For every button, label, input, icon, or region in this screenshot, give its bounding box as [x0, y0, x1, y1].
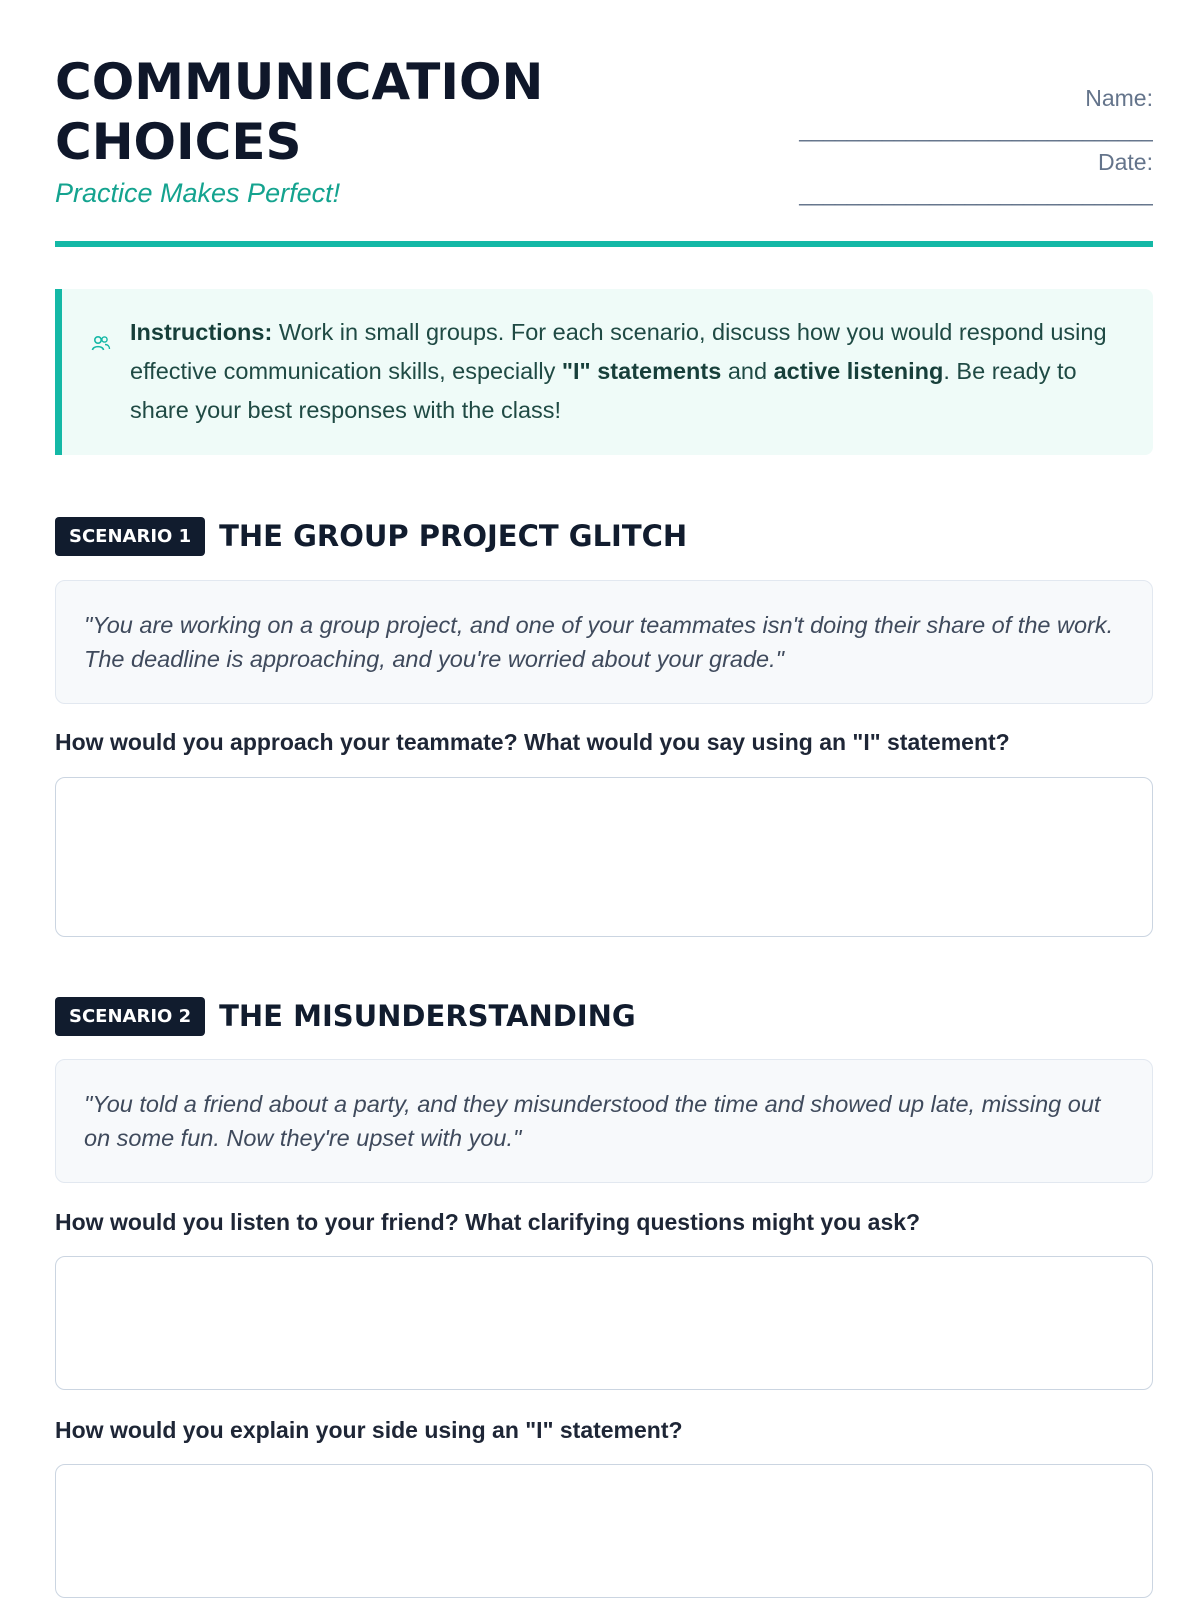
date-label: Date: — [1098, 149, 1153, 175]
scenario-1-heading — [55, 516, 687, 556]
page-subtitle: Practice Makes Perfect! — [55, 178, 341, 208]
emphasis-active-listening: active listening — [773, 358, 944, 384]
header-divider — [55, 241, 1153, 247]
scenario-1-quote: "You are working on a group project, and one of your teammates isn't doing their share of the work. The deadline is approaching, and you're worried about your grade." — [55, 580, 1153, 704]
people-icon — [90, 333, 112, 355]
date-blank-line[interactable]: ______________________________ — [799, 180, 1153, 206]
instructions-part-3: . Be ready to share your best responses with the class! — [130, 358, 1077, 423]
scenario-1-badge: SCENARIO 1 — [55, 517, 205, 556]
scenario-2-heading — [55, 996, 636, 1036]
instructions-text — [130, 313, 1120, 430]
scenario-2-question-1: How would you listen to your friend? What clarifying questions might you ask? — [55, 1209, 921, 1235]
scenario-2-quote: "You told a friend about a party, and they misunderstood the time and showed up late, missing out on some fun. Now they're upset with you." — [55, 1059, 1153, 1183]
scenario-1-question-1: How would you approach your teammate? What would you say using an "I" statement? — [55, 729, 1010, 755]
scenario-1-title: THE GROUP PROJECT GLITCH — [219, 519, 688, 553]
worksheet-header — [55, 0, 1153, 244]
title-line-1: COMMUNICATION — [55, 53, 544, 111]
scenario-2-answer-2[interactable] — [55, 1464, 1153, 1598]
scenario-2-badge: SCENARIO 2 — [55, 997, 205, 1036]
student-info — [753, 82, 1153, 208]
worksheet-page — [55, 0, 1153, 1443]
instructions-label: Instructions: — [130, 319, 273, 345]
instructions-part-1: Work in small groups. For each scenario, discuss how you would respond using effective communication skills, especially — [130, 319, 1107, 384]
page-title — [55, 52, 675, 172]
scenario-2-title: THE MISUNDERSTANDING — [219, 999, 636, 1033]
instructions-part-2: and — [721, 358, 774, 384]
name-blank-line[interactable]: ______________________________ — [799, 116, 1153, 142]
scenario-2-question-2: How would you explain your side using an "I" statement? — [55, 1417, 683, 1443]
instructions-box — [55, 289, 1153, 455]
emphasis-i-statements: "I" statements — [561, 358, 722, 384]
name-label: Name: — [1085, 85, 1153, 111]
scenario-1-answer-1[interactable] — [55, 777, 1153, 937]
title-line-2: CHOICES — [55, 113, 302, 171]
scenario-2-answer-1[interactable] — [55, 1256, 1153, 1390]
